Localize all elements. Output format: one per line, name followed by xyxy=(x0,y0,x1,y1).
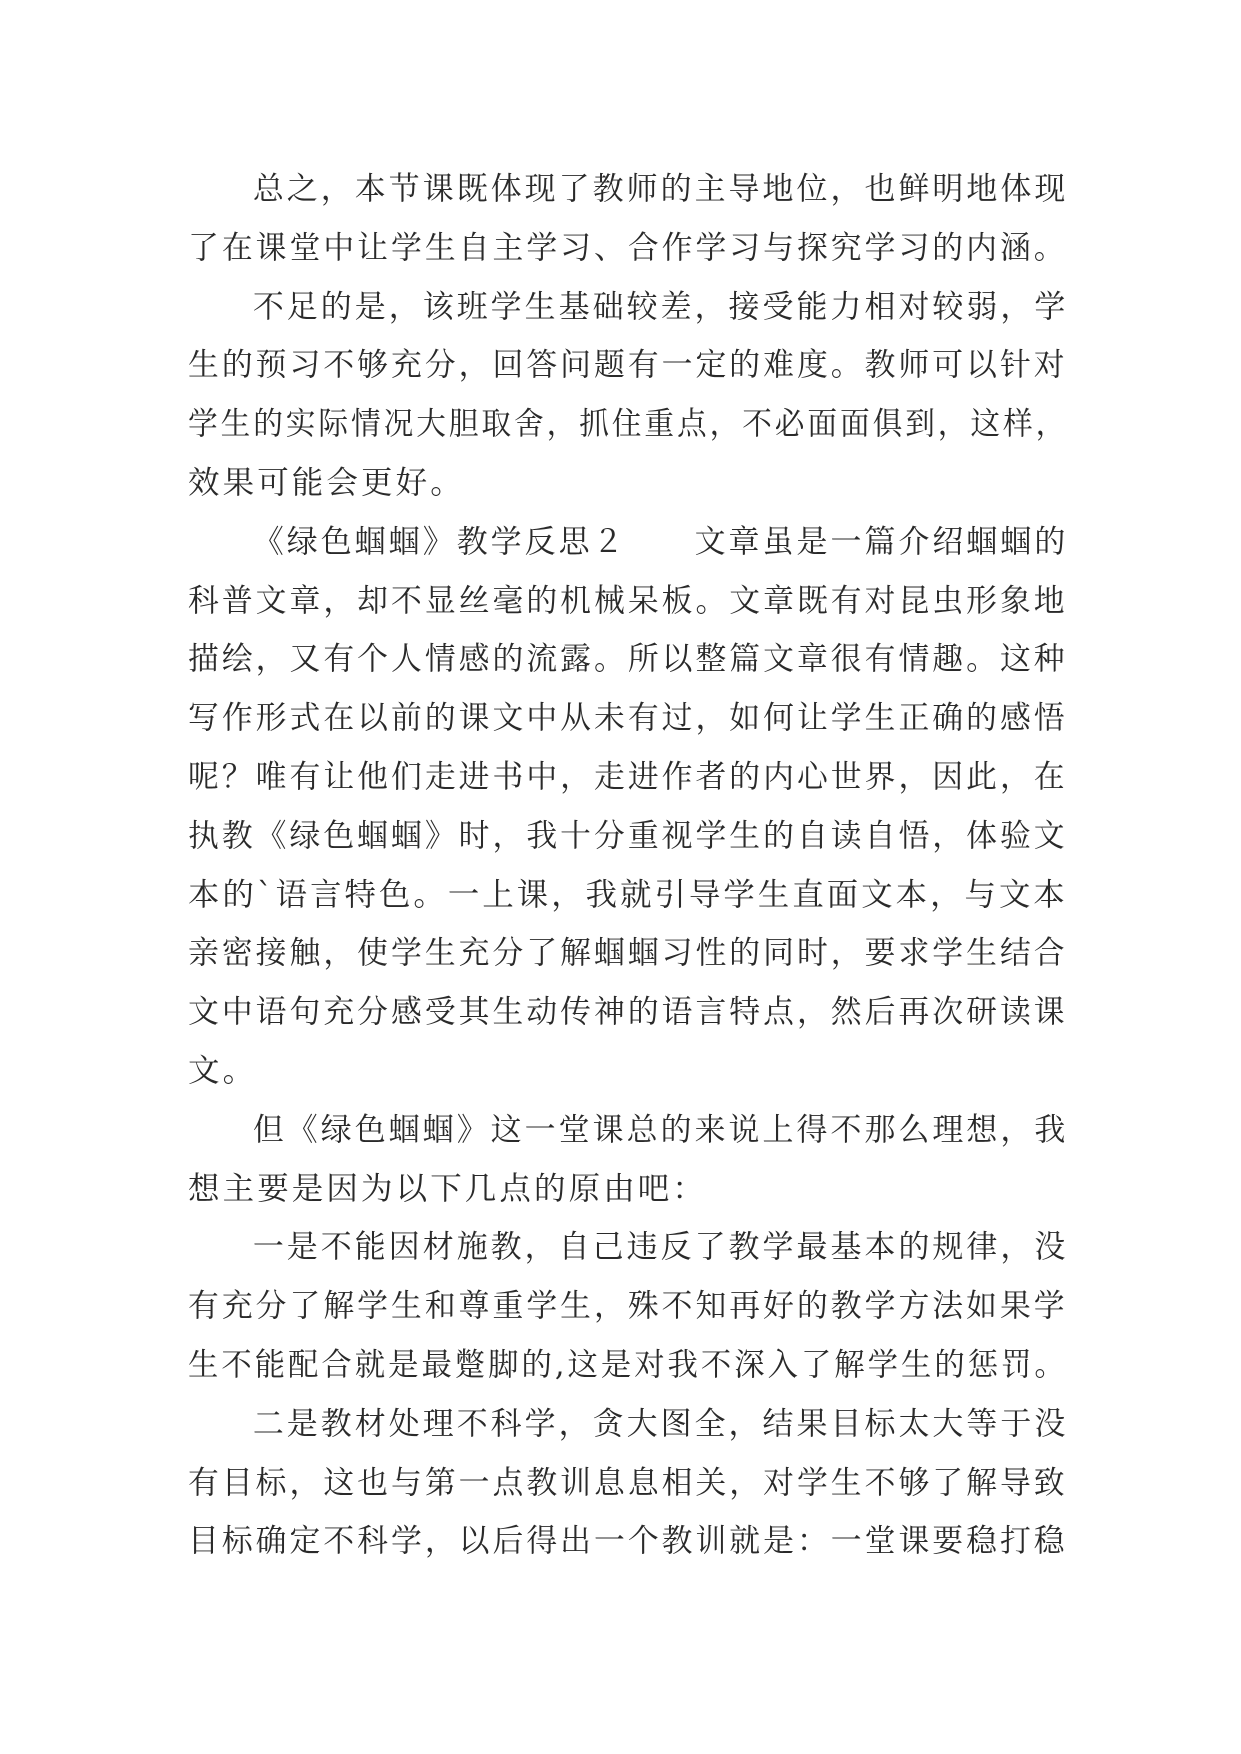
body-text xyxy=(188,160,1068,1571)
text-line: 有充分了解学生和尊重学生，殊不知再好的教学方法如果学 xyxy=(188,1288,1068,1325)
text-line: 文中语句充分感受其生动传神的语言特点，然后再次研读课 xyxy=(188,994,1068,1031)
text-line: 了在课堂中让学生自主学习、合作学习与探究学习的内涵。 xyxy=(188,229,1068,266)
text-line: 学生的实际情况大胆取舍，抓住重点，不必面面俱到，这样， xyxy=(188,406,1069,443)
text-line: 一是不能因材施教，自己违反了教学最基本的规律，没 xyxy=(252,1229,1069,1266)
text-line: 总之，本节课既体现了教师的主导地位，也鲜明地体现 xyxy=(252,171,1069,207)
text-line: 本的`语言特色。一上课，我就引导学生直面文本，与文本 xyxy=(188,876,1068,913)
text-line: 描绘，又有个人情感的流露。所以整篇文章很有情趣。这种 xyxy=(188,641,1068,678)
text-line: 亲密接触，使学生充分了解蝈蝈习性的同时，要求学生结合 xyxy=(188,935,1068,972)
text-line: 生不能配合就是最蹩脚的,这是对我不深入了解学生的惩罚。 xyxy=(188,1346,1068,1383)
text-line: 不足的是，该班学生基础较差，接受能力相对较弱，学 xyxy=(252,288,1069,325)
text-line: 目标确定不科学，以后得出一个教训就是：一堂课要稳打稳 xyxy=(188,1523,1068,1560)
text-line: 呢？唯有让他们走进书中，走进作者的内心世界，因此，在 xyxy=(188,758,1068,795)
text-line: 二是教材处理不科学，贪大图全，结果目标太大等于没 xyxy=(252,1405,1069,1442)
text-line: 写作形式在以前的课文中从未有过，如何让学生正确的感悟 xyxy=(188,700,1068,737)
text-line: 但《绿色蝈蝈》这一堂课总的来说上得不那么理想，我 xyxy=(252,1111,1069,1148)
text-line: 《绿色蝈蝈》教学反思２ 文章虽是一篇介绍蝈蝈的 xyxy=(252,523,1069,560)
text-line: 执教《绿色蝈蝈》时，我十分重视学生的自读自悟，体验文 xyxy=(188,817,1068,854)
text-line: 想主要是因为以下几点的原由吧： xyxy=(188,1170,708,1207)
text-line: 效果可能会更好。 xyxy=(188,464,465,501)
text-line: 有目标，这也与第一点教训息息相关，对学生不够了解导致 xyxy=(188,1464,1068,1501)
text-line: 科普文章，却不显丝毫的机械呆板。文章既有对昆虫形象地 xyxy=(188,582,1068,619)
text-line: 生的预习不够充分，回答问题有一定的难度。教师可以针对 xyxy=(188,347,1068,384)
text-line: 文。 xyxy=(188,1052,258,1089)
